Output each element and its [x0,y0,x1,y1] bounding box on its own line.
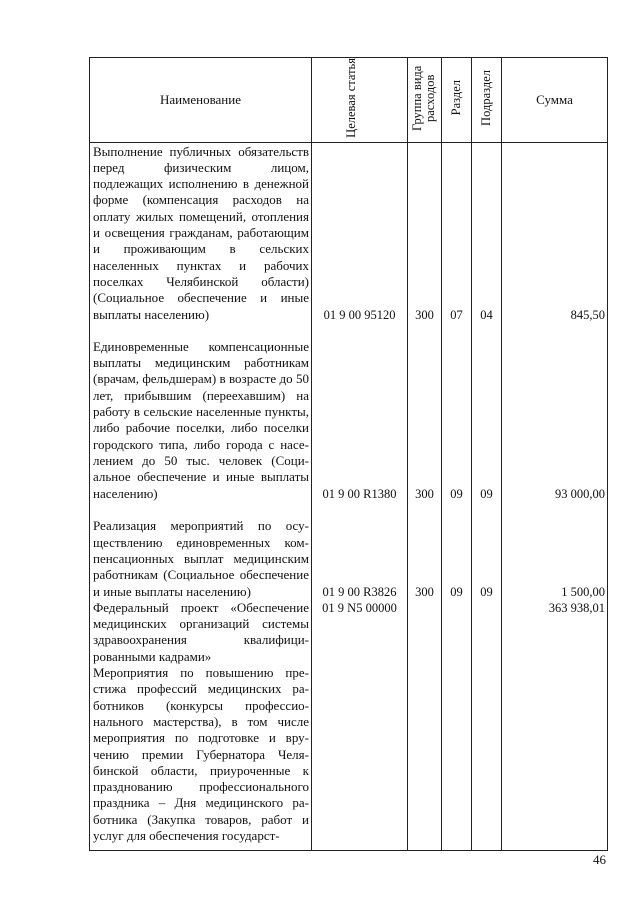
page-number: 46 [593,852,606,867]
header-article: Целевая статья [312,58,408,143]
row-subsection [472,600,502,665]
row-subsection: 09 [472,502,502,600]
row-section: 09 [442,323,472,502]
row-section: 09 [442,502,472,600]
row-subsection [472,665,502,851]
row-sum: 1 500,00 [502,502,608,600]
table-header-row [90,58,608,143]
row-section: 07 [442,142,472,323]
row-sum: 845,50 [502,142,608,323]
row-article: 01 9 00 R3826 [312,502,408,600]
table-row [90,323,608,502]
budget-table [89,57,608,851]
row-sum [502,665,608,851]
table-row [90,665,608,851]
row-group [408,600,442,665]
row-subsection: 09 [472,323,502,502]
row-name: Реализация мероприятий по осуществлению единовременных компенсационных выплат медицинским работникам (Социальное обеспечение и иные выплаты населению) [90,502,312,600]
header-expense-group: Группа вида расходов [408,58,442,143]
row-name: Единовременные компенсационные выплаты медицинским работникам (врачам, фельдшерам) в возрасте до 50 лет, прибывшим (переехавшим) на работу в сельские населенные пункты, либо рабочие поселки, либо поселки городского типа, либо города с населением до 50 тыс. человек (Социальное обеспечение и иные выплаты населению) [90,323,312,502]
row-group: 300 [408,502,442,600]
row-name: Мероприятия по повышению престижа профессий медицинских работников (конкурсы профессионального мастерства), в том числе мероприятия по подготовке и вручению премии Губернатора Челябинской области, приуроченные к празднованию профессионального праздника – Дня медицинского работника (Закупка товаров, работ и услуг для обеспечения государст- [90,665,312,851]
table-row [90,502,608,600]
row-subsection: 04 [472,142,502,323]
row-group [408,665,442,851]
header-section: Раздел [442,58,472,143]
row-article: 01 9 00 R1380 [312,323,408,502]
row-name: Выполнение публичных обязательств перед физическим лицом, подлежащих исполнению в денежной форме (компенсация расходов на оплату жилых помещений, отопления и освещения гражданам, работающим и проживающим в сельских населенных пунктах и рабочих поселках Челябинской области) (Социальное обеспечение и иные выплаты населению) [90,142,312,323]
row-article: 01 9 N5 00000 [312,600,408,665]
header-sum: Сумма [502,58,608,143]
row-section [442,600,472,665]
row-sum: 363 938,01 [502,600,608,665]
row-article [312,665,408,851]
row-group: 300 [408,142,442,323]
table-row [90,142,608,323]
row-group: 300 [408,323,442,502]
row-article: 01 9 00 95120 [312,142,408,323]
header-subsection: Подраздел [472,58,502,143]
header-name: Наименование [90,58,312,143]
row-sum: 93 000,00 [502,323,608,502]
table-row [90,600,608,665]
row-name: Федеральный проект «Обеспечение медицинских организаций системы здравоохранения квалифицированными кадрами» [90,600,312,665]
row-section [442,665,472,851]
